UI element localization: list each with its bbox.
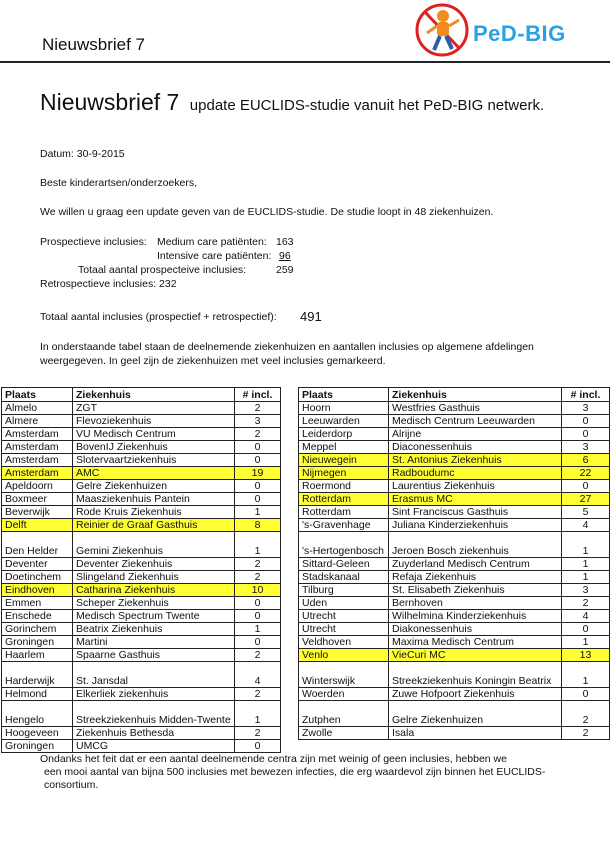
newsletter-header-label: Nieuwsbrief 7 bbox=[42, 35, 145, 54]
cell-place: Boxmeer bbox=[2, 493, 73, 506]
table-row bbox=[299, 519, 610, 532]
cell-count: 4 bbox=[562, 519, 610, 532]
cell-count: 2 bbox=[235, 402, 281, 415]
cell-hospital: Scheper Ziekenhuis bbox=[73, 597, 235, 610]
table-row bbox=[2, 701, 281, 727]
cell-hospital: Slotervaartziekenhuis bbox=[73, 454, 235, 467]
cell-place: Emmen bbox=[2, 597, 73, 610]
table-intro-line-2: weergegeven. In geel zijn de ziekenhuizen met veel inclusies gemarkeerd. bbox=[40, 355, 386, 367]
cell-place: Groningen bbox=[2, 740, 73, 753]
cell-place: Gorinchem bbox=[2, 623, 73, 636]
cell-place: 's-Hertogenbosch bbox=[299, 532, 389, 558]
table-row bbox=[299, 441, 610, 454]
cell-hospital: Juliana Kinderziekenhuis bbox=[389, 519, 562, 532]
cell-count: 10 bbox=[235, 584, 281, 597]
cell-place: Stadskanaal bbox=[299, 571, 389, 584]
table-row bbox=[2, 506, 281, 519]
cell-place: Zutphen bbox=[299, 701, 389, 727]
table-row bbox=[2, 454, 281, 467]
cell-count: 19 bbox=[235, 467, 281, 480]
cell-hospital: Medisch Spectrum Twente bbox=[73, 610, 235, 623]
cell-count: 0 bbox=[235, 454, 281, 467]
table-row bbox=[2, 415, 281, 428]
table-row bbox=[2, 610, 281, 623]
cell-count: 3 bbox=[562, 402, 610, 415]
cell-hospital: Diakonessenhuis bbox=[389, 623, 562, 636]
table-row bbox=[299, 415, 610, 428]
cell-count: 13 bbox=[562, 649, 610, 662]
cell-count: 1 bbox=[562, 532, 610, 558]
cell-place: Groningen bbox=[2, 636, 73, 649]
table-row bbox=[2, 493, 281, 506]
cell-place: Apeldoorn bbox=[2, 480, 73, 493]
title-main: Nieuwsbrief 7 bbox=[40, 89, 180, 115]
prospective-total-label: Totaal aantal prospecteive inclusies: bbox=[78, 264, 247, 276]
cell-place: Nijmegen bbox=[299, 467, 389, 480]
cell-place: Den Helder bbox=[2, 532, 73, 558]
cell-count: 5 bbox=[562, 506, 610, 519]
cell-count: 1 bbox=[235, 506, 281, 519]
footer-line-2: een mooi aantal van bijna 500 inclusies met bewezen infecties, die erg waardevol zijn binnen het EUCLIDS- bbox=[44, 766, 546, 778]
cell-count: 0 bbox=[235, 597, 281, 610]
cell-hospital: Wilhelmina Kinderziekenhuis bbox=[389, 610, 562, 623]
cell-place: Tilburg bbox=[299, 584, 389, 597]
table-row bbox=[2, 441, 281, 454]
cell-hospital: St. Antonius Ziekenhuis bbox=[389, 454, 562, 467]
cell-count: 22 bbox=[562, 467, 610, 480]
cell-place: Sittard-Geleen bbox=[299, 558, 389, 571]
cell-place: Amsterdam bbox=[2, 454, 73, 467]
footer-line-1: Ondanks het feit dat er een aantal deelnemende centra zijn met weinig of geen inclusies, hebben we bbox=[40, 753, 507, 765]
table-intro-line-1: In onderstaande tabel staan de deelnemende ziekenhuizen en aantallen inclusies op algemene afdelingen bbox=[40, 341, 534, 353]
cell-hospital: Diaconessenhuis bbox=[389, 441, 562, 454]
cell-place: Rotterdam bbox=[299, 506, 389, 519]
cell-hospital: Bernhoven bbox=[389, 597, 562, 610]
cell-place: Venlo bbox=[299, 649, 389, 662]
table-row bbox=[299, 701, 610, 727]
table-row bbox=[299, 649, 610, 662]
column-header-count: # incl. bbox=[235, 388, 281, 402]
cell-hospital: Gelre Ziekenhuizen bbox=[389, 701, 562, 727]
cell-count: 2 bbox=[562, 727, 610, 740]
logo-text: PeD-BIG bbox=[473, 21, 566, 46]
table-row bbox=[299, 467, 610, 480]
cell-hospital: Gemini Ziekenhuis bbox=[73, 532, 235, 558]
cell-count: 2 bbox=[235, 558, 281, 571]
column-header-hospital: Ziekenhuis bbox=[389, 388, 562, 402]
cell-hospital: Refaja Ziekenhuis bbox=[389, 571, 562, 584]
cell-hospital: Reinier de Graaf Gasthuis bbox=[73, 519, 235, 532]
table-row bbox=[2, 649, 281, 662]
cell-place: Eindhoven bbox=[2, 584, 73, 597]
cell-place: Utrecht bbox=[299, 623, 389, 636]
cell-hospital: Flevoziekenhuis bbox=[73, 415, 235, 428]
cell-place: Doetinchem bbox=[2, 571, 73, 584]
table-row bbox=[2, 519, 281, 532]
table-row bbox=[2, 402, 281, 415]
table-row bbox=[299, 623, 610, 636]
cell-place: Winterswijk bbox=[299, 662, 389, 688]
cell-hospital: Radboudumc bbox=[389, 467, 562, 480]
table-row bbox=[2, 480, 281, 493]
cell-hospital: St. Jansdal bbox=[73, 662, 235, 688]
cell-hospital: Rode Kruis Ziekenhuis bbox=[73, 506, 235, 519]
cell-hospital: Slingeland Ziekenhuis bbox=[73, 571, 235, 584]
cell-hospital: Sint Franciscus Gasthuis bbox=[389, 506, 562, 519]
title-subtitle: update EUCLIDS-studie vanuit het PeD-BIG netwerk. bbox=[189, 97, 545, 114]
cell-count: 0 bbox=[235, 636, 281, 649]
cell-hospital: VU Medisch Centrum bbox=[73, 428, 235, 441]
prospective-total-value: 259 bbox=[276, 264, 294, 276]
page-title bbox=[40, 89, 544, 116]
cell-place: Harderwijk bbox=[2, 662, 73, 688]
cell-hospital: VieCuri MC bbox=[389, 649, 562, 662]
cell-count: 4 bbox=[235, 662, 281, 688]
cell-count: 1 bbox=[235, 532, 281, 558]
cell-count: 1 bbox=[562, 558, 610, 571]
medium-care-value: 163 bbox=[276, 236, 294, 248]
table-row bbox=[2, 727, 281, 740]
table-row bbox=[299, 584, 610, 597]
cell-hospital: Maxima Medisch Centrum bbox=[389, 636, 562, 649]
cell-count: 0 bbox=[562, 415, 610, 428]
cell-hospital: Erasmus MC bbox=[389, 493, 562, 506]
table-row bbox=[299, 454, 610, 467]
cell-count: 2 bbox=[235, 688, 281, 701]
column-header-hospital: Ziekenhuis bbox=[73, 388, 235, 402]
intensive-care-label: Intensive care patiënten: bbox=[157, 250, 272, 262]
cell-hospital: Deventer Ziekenhuis bbox=[73, 558, 235, 571]
cell-count: 0 bbox=[562, 428, 610, 441]
cell-place: Hoorn bbox=[299, 402, 389, 415]
table-row bbox=[2, 662, 281, 688]
cell-count: 0 bbox=[562, 688, 610, 701]
table-row bbox=[299, 662, 610, 688]
cell-hospital: Martini bbox=[73, 636, 235, 649]
cell-place: Roermond bbox=[299, 480, 389, 493]
table-row bbox=[2, 571, 281, 584]
cell-place: Amsterdam bbox=[2, 441, 73, 454]
cell-count: 27 bbox=[562, 493, 610, 506]
table-row bbox=[299, 610, 610, 623]
table-row bbox=[299, 532, 610, 558]
column-header-count: # incl. bbox=[562, 388, 610, 402]
cell-count: 6 bbox=[562, 454, 610, 467]
total-inclusions-label: Totaal aantal inclusies (prospectief + retrospectief): bbox=[40, 311, 277, 323]
header-rule bbox=[0, 61, 610, 63]
cell-place: Hoogeveen bbox=[2, 727, 73, 740]
cell-hospital: BovenIJ Ziekenhuis bbox=[73, 441, 235, 454]
cell-hospital: Ziekenhuis Bethesda bbox=[73, 727, 235, 740]
cell-hospital: Spaarne Gasthuis bbox=[73, 649, 235, 662]
table-row bbox=[2, 584, 281, 597]
cell-hospital: Medisch Centrum Leeuwarden bbox=[389, 415, 562, 428]
prospective-label: Prospectieve inclusies: bbox=[40, 236, 147, 248]
table-row bbox=[299, 402, 610, 415]
cell-hospital: UMCG bbox=[73, 740, 235, 753]
cell-place: Deventer bbox=[2, 558, 73, 571]
letter-greeting: Beste kinderartsen/onderzoekers, bbox=[40, 177, 198, 189]
cell-place: Hengelo bbox=[2, 701, 73, 727]
medium-care-label: Medium care patiënten: bbox=[157, 236, 267, 248]
cell-place: 's-Gravenhage bbox=[299, 519, 389, 532]
cell-place: Leiderdorp bbox=[299, 428, 389, 441]
cell-count: 8 bbox=[235, 519, 281, 532]
table-row bbox=[299, 428, 610, 441]
cell-hospital: AMC bbox=[73, 467, 235, 480]
ped-big-logo bbox=[413, 3, 583, 63]
cell-place: Amsterdam bbox=[2, 428, 73, 441]
total-inclusions-value: 491 bbox=[300, 309, 322, 324]
cell-count: 3 bbox=[562, 584, 610, 597]
cell-count: 0 bbox=[235, 610, 281, 623]
footer-paragraph bbox=[40, 753, 580, 792]
cell-place: Delft bbox=[2, 519, 73, 532]
table-row bbox=[299, 688, 610, 701]
column-header-place: Plaats bbox=[2, 388, 73, 402]
cell-count: 2 bbox=[562, 701, 610, 727]
letter-date: Datum: 30-9-2015 bbox=[40, 148, 125, 160]
cell-place: Almelo bbox=[2, 402, 73, 415]
cell-place: Rotterdam bbox=[299, 493, 389, 506]
table-row bbox=[2, 740, 281, 753]
cell-count: 2 bbox=[235, 571, 281, 584]
retrospective-inclusions: Retrospectieve inclusies: 232 bbox=[40, 278, 177, 290]
cell-hospital: Beatrix Ziekenhuis bbox=[73, 623, 235, 636]
table-row bbox=[2, 467, 281, 480]
logo-mascot-icon bbox=[413, 3, 473, 61]
cell-hospital: Streekziekenhuis Koningin Beatrix bbox=[389, 662, 562, 688]
cell-hospital: Elkerliek ziekenhuis bbox=[73, 688, 235, 701]
column-header-place: Plaats bbox=[299, 388, 389, 402]
cell-hospital: Streekziekenhuis Midden-Twente bbox=[73, 701, 235, 727]
cell-place: Veldhoven bbox=[299, 636, 389, 649]
cell-count: 4 bbox=[562, 610, 610, 623]
cell-hospital: Isala bbox=[389, 727, 562, 740]
cell-place: Woerden bbox=[299, 688, 389, 701]
hospitals-table-left bbox=[1, 387, 281, 753]
cell-count: 0 bbox=[562, 623, 610, 636]
cell-count: 1 bbox=[235, 701, 281, 727]
cell-hospital: Zuyderland Medisch Centrum bbox=[389, 558, 562, 571]
cell-hospital: Gelre Ziekenhuizen bbox=[73, 480, 235, 493]
cell-hospital: Maasziekenhuis Pantein bbox=[73, 493, 235, 506]
cell-hospital: Laurentius Ziekenhuis bbox=[389, 480, 562, 493]
table-row bbox=[2, 428, 281, 441]
cell-place: Haarlem bbox=[2, 649, 73, 662]
table-row bbox=[299, 506, 610, 519]
table-row bbox=[299, 571, 610, 584]
table-row bbox=[2, 532, 281, 558]
intensive-care-value: 96 bbox=[279, 250, 291, 262]
table-row bbox=[299, 636, 610, 649]
table-row bbox=[299, 558, 610, 571]
cell-place: Zwolle bbox=[299, 727, 389, 740]
cell-hospital: Jeroen Bosch ziekenhuis bbox=[389, 532, 562, 558]
cell-hospital: Catharina Ziekenhuis bbox=[73, 584, 235, 597]
table-row bbox=[2, 688, 281, 701]
cell-count: 1 bbox=[562, 571, 610, 584]
cell-place: Enschede bbox=[2, 610, 73, 623]
cell-hospital: Westfries Gasthuis bbox=[389, 402, 562, 415]
cell-hospital: Zuwe Hofpoort Ziekenhuis bbox=[389, 688, 562, 701]
cell-place: Amsterdam bbox=[2, 467, 73, 480]
table-row bbox=[2, 597, 281, 610]
cell-count: 2 bbox=[235, 727, 281, 740]
cell-count: 0 bbox=[235, 740, 281, 753]
cell-place: Uden bbox=[299, 597, 389, 610]
cell-hospital: St. Elisabeth Ziekenhuis bbox=[389, 584, 562, 597]
cell-place: Meppel bbox=[299, 441, 389, 454]
table-header-row bbox=[299, 388, 610, 402]
cell-hospital: Alrijne bbox=[389, 428, 562, 441]
cell-count: 3 bbox=[562, 441, 610, 454]
table-row bbox=[299, 493, 610, 506]
footer-line-3: consortium. bbox=[44, 779, 99, 791]
cell-count: 2 bbox=[235, 649, 281, 662]
cell-count: 1 bbox=[235, 623, 281, 636]
cell-count: 2 bbox=[235, 428, 281, 441]
table-row bbox=[299, 727, 610, 740]
cell-count: 0 bbox=[562, 480, 610, 493]
cell-place: Nieuwegein bbox=[299, 454, 389, 467]
cell-place: Utrecht bbox=[299, 610, 389, 623]
cell-count: 0 bbox=[235, 441, 281, 454]
cell-place: Leeuwarden bbox=[299, 415, 389, 428]
cell-count: 3 bbox=[235, 415, 281, 428]
table-row bbox=[2, 558, 281, 571]
cell-count: 2 bbox=[562, 597, 610, 610]
cell-count: 1 bbox=[562, 636, 610, 649]
table-row bbox=[2, 623, 281, 636]
cell-count: 0 bbox=[235, 480, 281, 493]
cell-place: Helmond bbox=[2, 688, 73, 701]
table-row bbox=[299, 597, 610, 610]
hospitals-table-right bbox=[298, 387, 610, 740]
letter-intro: We willen u graag een update geven van de EUCLIDS-studie. De studie loopt in 48 ziekenhuizen. bbox=[40, 206, 494, 218]
table-row bbox=[299, 480, 610, 493]
cell-count: 1 bbox=[562, 662, 610, 688]
cell-hospital: ZGT bbox=[73, 402, 235, 415]
cell-place: Almere bbox=[2, 415, 73, 428]
cell-place: Beverwijk bbox=[2, 506, 73, 519]
cell-count: 0 bbox=[235, 493, 281, 506]
table-row bbox=[2, 636, 281, 649]
table-header-row bbox=[2, 388, 281, 402]
